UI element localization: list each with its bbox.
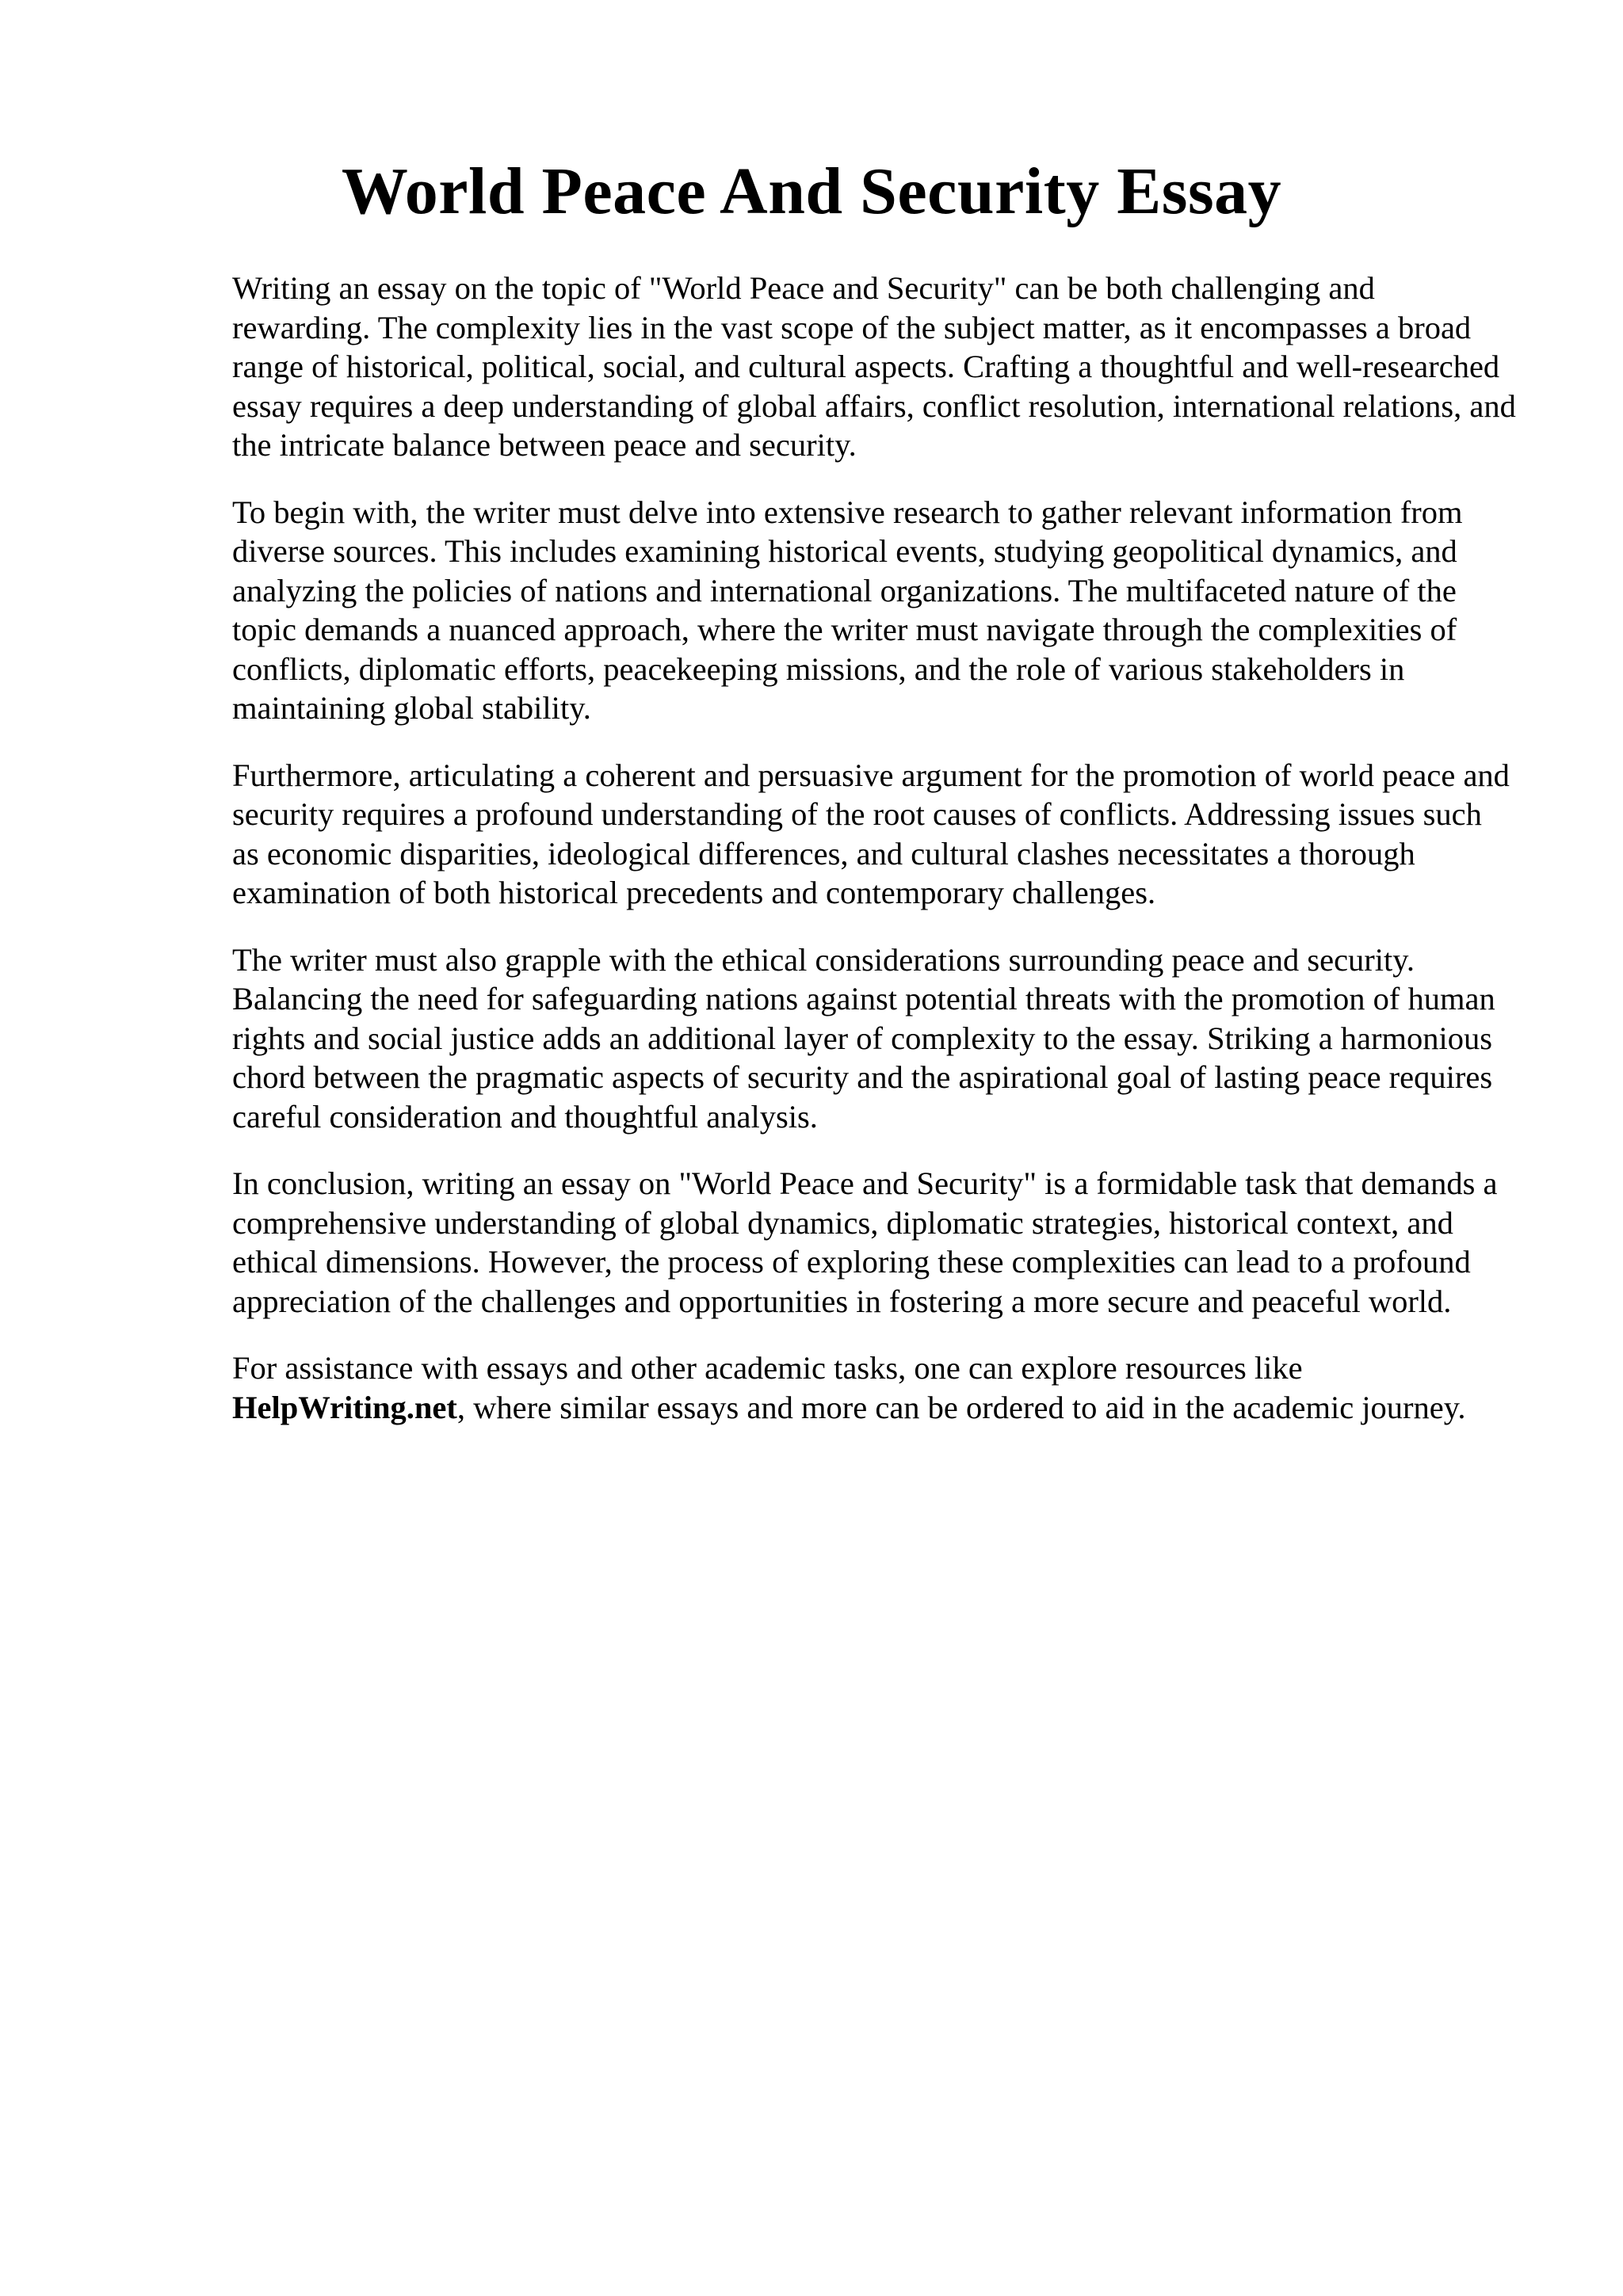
page-title: World Peace And Security Essay: [341, 154, 1282, 228]
paragraph-5: In conclusion, writing an essay on "World Peace and Security" is a formidable task that demands a comprehensive understanding of global dynamics, diplomatic strategies, historical context, and ethical dimensions. However, the process of exploring these complexities can lead to a profound appreciation of the challenges and opportunities in fostering a more secure and peaceful world.: [232, 1165, 1498, 1319]
paragraph-3: Furthermore, articulating a coherent and persuasive argument for the promotion of world peace and security requires a profound understanding of the root causes of conflicts. Addressing issues such as economic disparities, ideological differences, and cultural clashes necessitates a thorough examination of both historical precedents and contemporary challenges.: [232, 757, 1510, 910]
closing-lead-text: For assistance with essays and other academic tasks, one can explore resources like: [232, 1350, 1303, 1386]
closing-paragraph: [232, 1348, 1516, 1427]
closing-tail-text: , where similar essays and more can be ordered to aid in the academic journey.: [456, 1389, 1466, 1425]
paragraph-1: Writing an essay on the topic of "World Peace and Security" can be both challenging and rewarding. The complexity lies in the vast scope of the subject matter, as it encompasses a broad range of historical, political, social, and cultural aspects. Crafting a thoughtful and well-researched essay requires a deep understanding of global affairs, conflict resolution, international relations, and the intricate balance between peace and security.: [232, 270, 1516, 463]
paragraph-2: To begin with, the writer must delve into extensive research to gather relevant information from diverse sources. This includes examining historical events, studying geopolitical dynamics, and analyzing the policies of nations and international organizations. The multifaceted nature of the topic demands a nuanced approach, where the writer must navigate through the complexities of conflicts, diplomatic efforts, peacekeeping missions, and the role of various stakeholders in maintaining global stability.: [232, 494, 1463, 726]
essay-body: [232, 269, 1516, 1455]
paragraph-4: The writer must also grapple with the ethical considerations surrounding peace and security. Balancing the need for safeguarding nations against potential threats with the promotion of human rights and social justice adds an additional layer of complexity to the essay. Striking a harmonious chord between the pragmatic aspects of security and the aspirational goal of lasting peace requires careful consideration and thoughtful analysis.: [232, 941, 1495, 1135]
helpwriting-link[interactable]: HelpWriting.net: [232, 1389, 457, 1425]
